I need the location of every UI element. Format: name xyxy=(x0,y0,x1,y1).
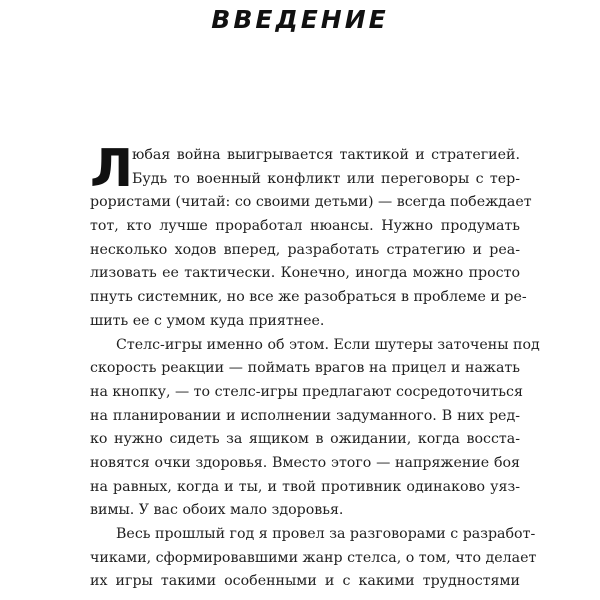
text-line: несколько ходов вперед, разработать стратегию и реа- xyxy=(90,241,520,258)
chapter-title: ВВЕДЕНИЕ xyxy=(211,5,389,34)
body-text xyxy=(90,139,540,594)
text-line: тот, кто лучше проработал нюансы. Нужно продумать xyxy=(90,218,520,235)
text-line: на равных, когда и ты, и твой противник одинаково уяз- xyxy=(90,478,520,495)
text-line: Стелс-игры именно об этом. Если шутеры заточены под xyxy=(116,336,540,353)
text-line: Будь то военный конфликт или переговоры с тер- xyxy=(132,170,520,187)
text-line: юбая война выигрывается тактикой и стратегией. xyxy=(132,147,520,163)
text-line: их игры такими особенными и с какими трудностями xyxy=(90,573,520,590)
text-line: вимы. У вас обоих мало здоровья. xyxy=(90,502,344,519)
text-line: скорость реакции — поймать врагов на прицел и нажать xyxy=(90,360,520,377)
text-line: пнуть системник, но все же разобраться в проблеме и ре- xyxy=(90,289,527,306)
text-line: новятся очки здоровья. Вместо этого — напряжение боя xyxy=(90,454,520,471)
text-line: ко нужно сидеть за ящиком в ожидании, когда восста- xyxy=(90,431,520,448)
text-line: на планировании и исполнении задуманного. В них ред- xyxy=(90,407,520,424)
text-line: шить ее с умом куда приятнее. xyxy=(90,312,325,329)
drop-cap: Л xyxy=(90,139,134,199)
text-line: лизовать ее тактически. Конечно, иногда можно просто xyxy=(90,265,520,282)
text-line: Весь прошлый год я провел за разговорами с разработ- xyxy=(116,526,536,542)
text-line: рористами (читай: со своими детьми) — всегда побеждает xyxy=(90,194,532,211)
text-line: на кнопку, — то стелс-игры предлагают сосредоточиться xyxy=(90,383,523,400)
text-line: чиками, сформировавшими жанр стелса, о том, что делает xyxy=(90,549,537,566)
